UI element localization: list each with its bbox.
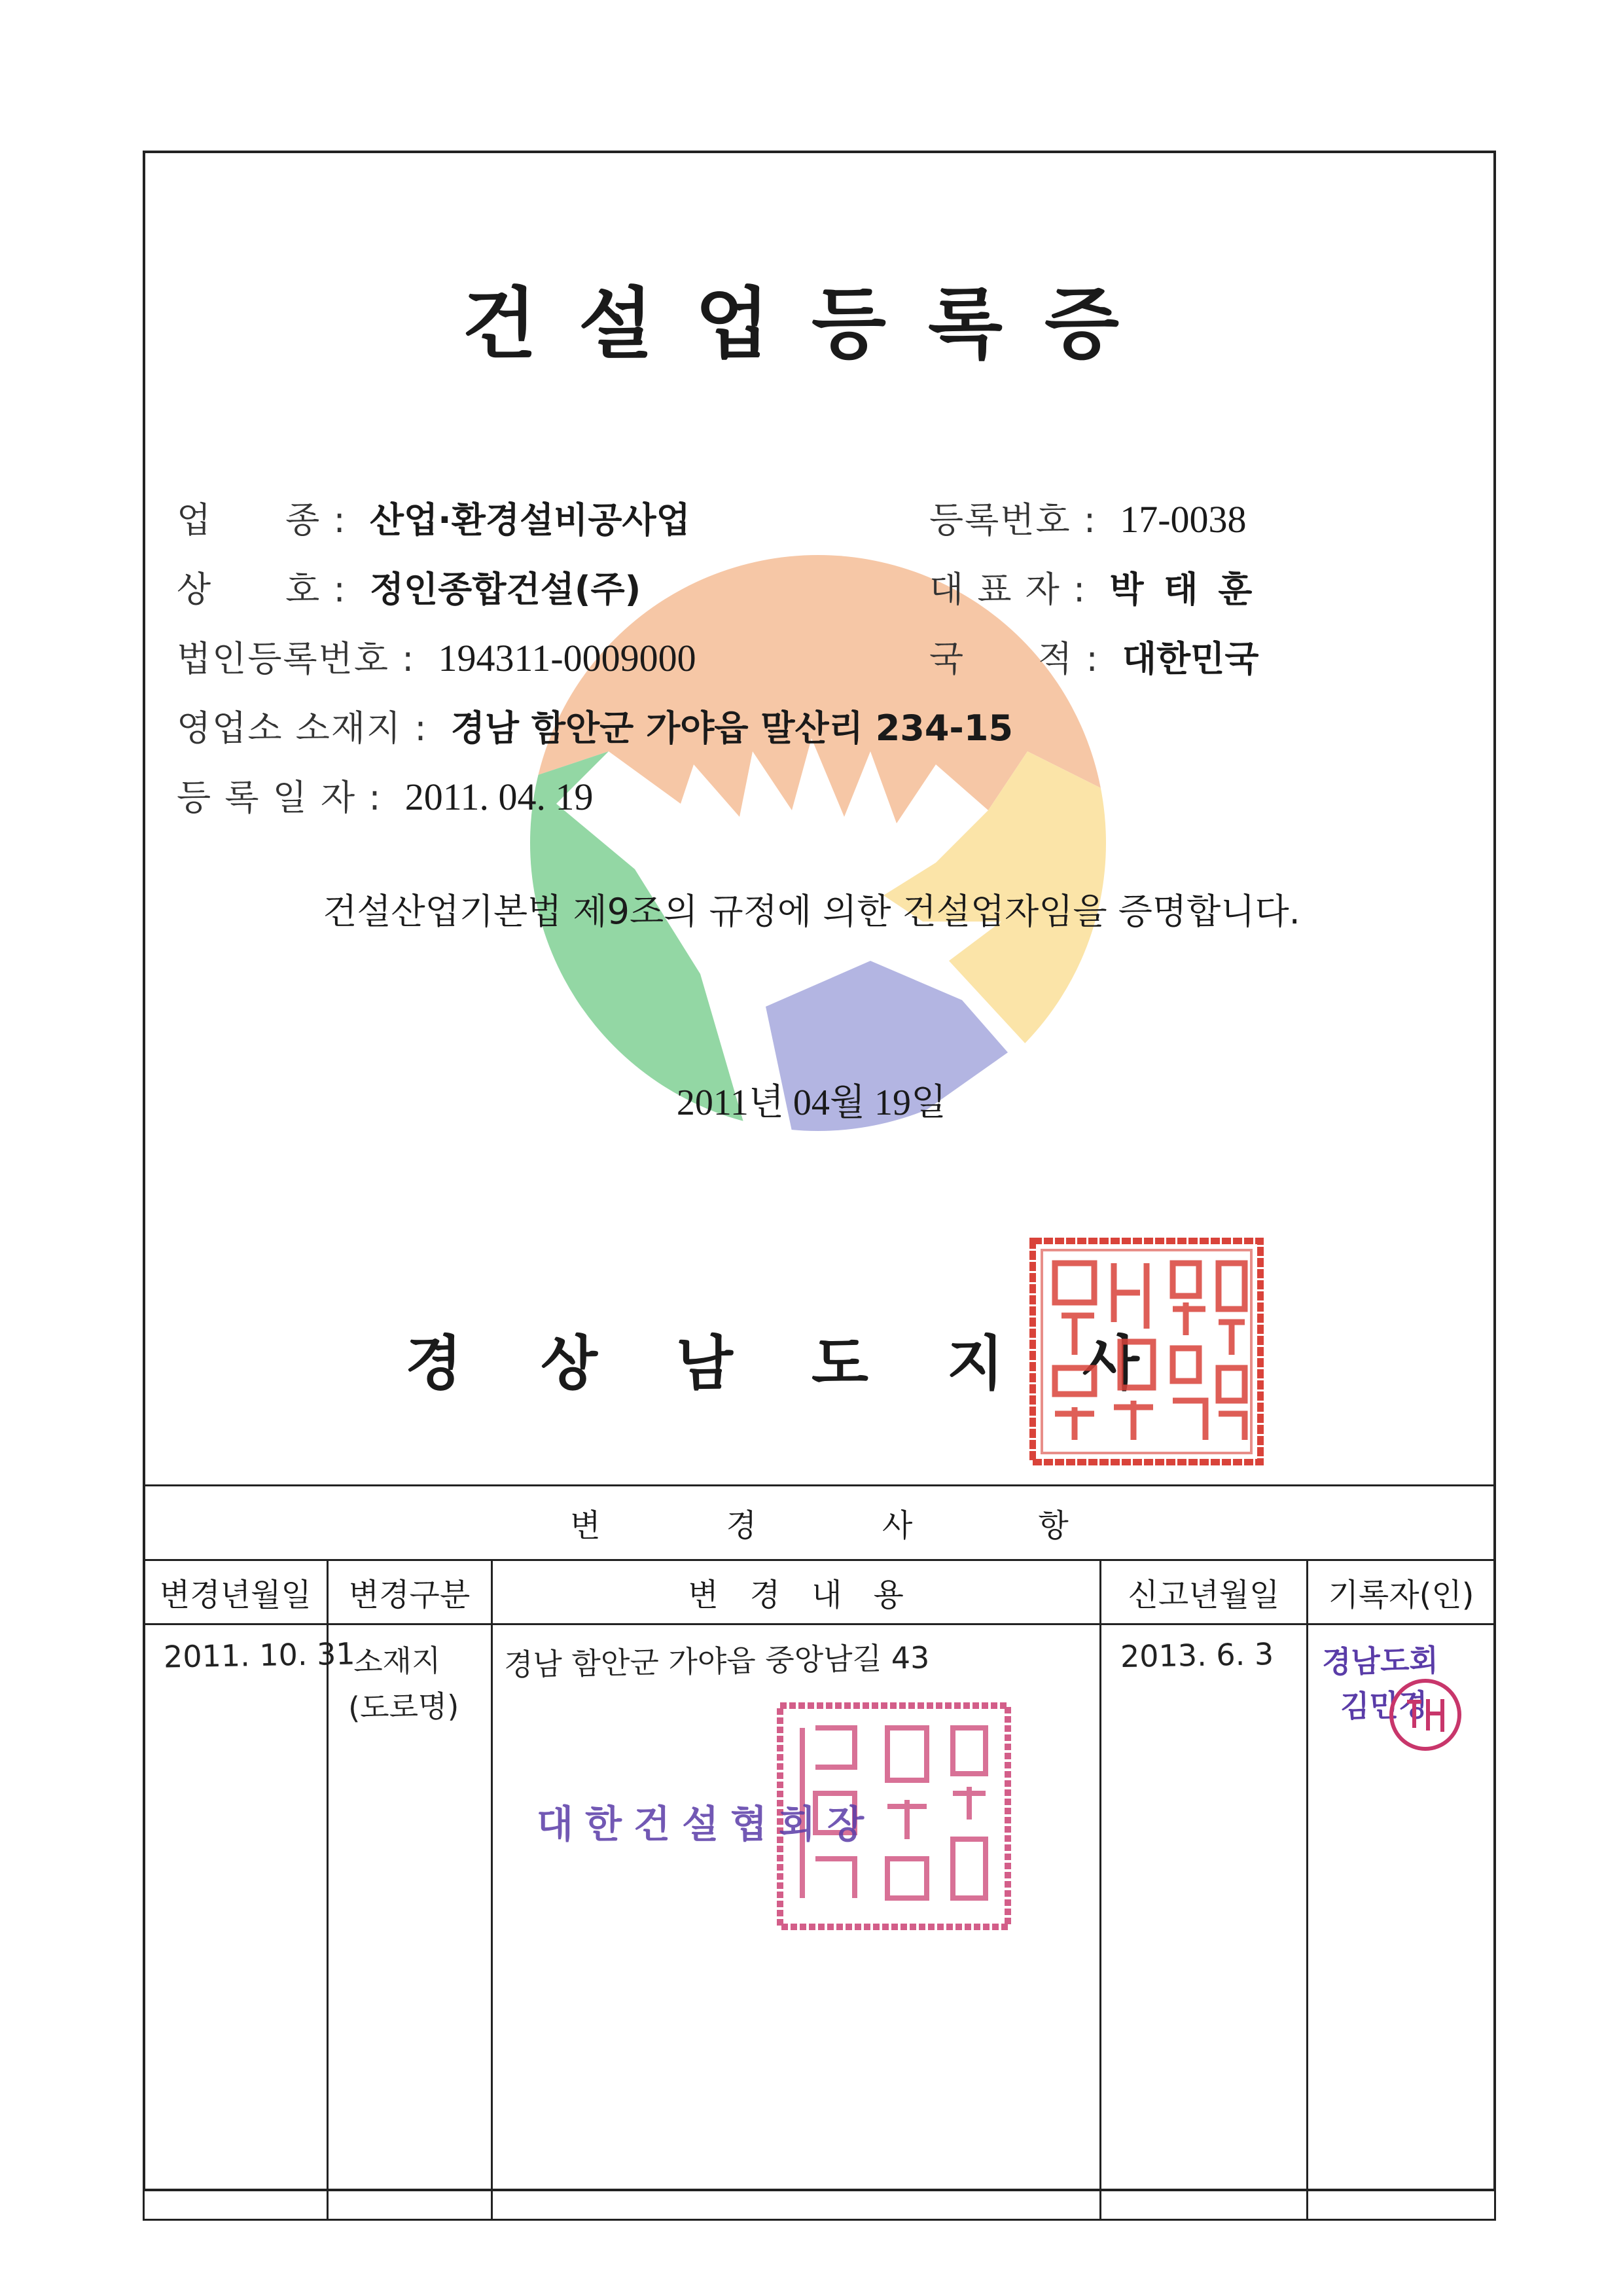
column-header-change-date: 변경년월일 <box>144 1560 328 1624</box>
business-type-label: 업 종 : <box>177 499 347 541</box>
change-category-line2: (도로명) <box>348 1688 459 1726</box>
field-reg-date <box>177 770 594 820</box>
certification-statement: 건설산업기본법 제9조의 규정에 의한 건설업자임을 증명합니다. <box>323 891 1300 932</box>
reg-date-label: 등 록 일 자 : <box>177 777 382 818</box>
reg-date-value: 2011. 04. 19 <box>404 776 594 818</box>
recorder-stamp <box>1386 1676 1465 1754</box>
nationality-label: 국 적 : <box>929 638 1099 679</box>
field-reg-no <box>929 492 1247 543</box>
corp-no-value: 194311-0009000 <box>438 637 696 679</box>
governor-seal <box>1029 1237 1264 1466</box>
address-value: 경남 함안군 가야읍 말산리 234-15 <box>450 708 1013 749</box>
association-stamp-text: 대한건설협회장 <box>537 1802 876 1846</box>
issue-date: 2011년 04월 19일 <box>676 1083 947 1123</box>
representative-value: 박 태 훈 <box>1109 569 1257 610</box>
company-value: 정인종합건설(주) <box>369 569 641 610</box>
column-header-recorder: 기록자(인) <box>1308 1560 1495 1624</box>
address-label: 영업소 소재지 : <box>177 708 428 749</box>
recorder-line1: 경남도회 <box>1321 1642 1439 1680</box>
field-business-type <box>177 492 690 543</box>
field-representative <box>929 562 1256 612</box>
report-date-entry: 2013. 6. 3 <box>1120 1636 1274 1675</box>
column-header-report-date: 신고년월일 <box>1100 1560 1307 1624</box>
company-label: 상 호 : <box>177 569 347 610</box>
change-content-entry: 경남 함안군 가야읍 중앙남길 43 <box>503 1640 930 1683</box>
reg-no-label: 등록번호 : <box>929 499 1097 541</box>
field-address <box>177 700 1013 751</box>
field-nationality <box>929 631 1259 681</box>
column-header-change-content: 변 경 내 용 <box>491 1560 1100 1624</box>
field-corp-no <box>177 631 696 681</box>
issuer-name: 경상남도지사 <box>405 1329 1218 1398</box>
business-type-value: 산업·환경설비공사업 <box>369 499 690 541</box>
change-date-entry: 2011. 10. 31 <box>163 1636 356 1675</box>
column-header-change-category: 변경구분 <box>327 1560 491 1624</box>
representative-label: 대 표 자 : <box>929 569 1087 610</box>
document-title: 건설업등록증 <box>462 279 1161 369</box>
change-category-line1: 소재지 <box>353 1642 441 1680</box>
field-company <box>177 562 641 612</box>
change-history-header: 변 경 사 항 <box>144 1486 1495 1560</box>
nationality-value: 대한민국 <box>1122 638 1259 679</box>
reg-no-value: 17-0038 <box>1120 498 1247 541</box>
recorder-line2: 김민경 <box>1340 1687 1428 1725</box>
corp-no-label: 법인등록번호 : <box>177 638 416 679</box>
